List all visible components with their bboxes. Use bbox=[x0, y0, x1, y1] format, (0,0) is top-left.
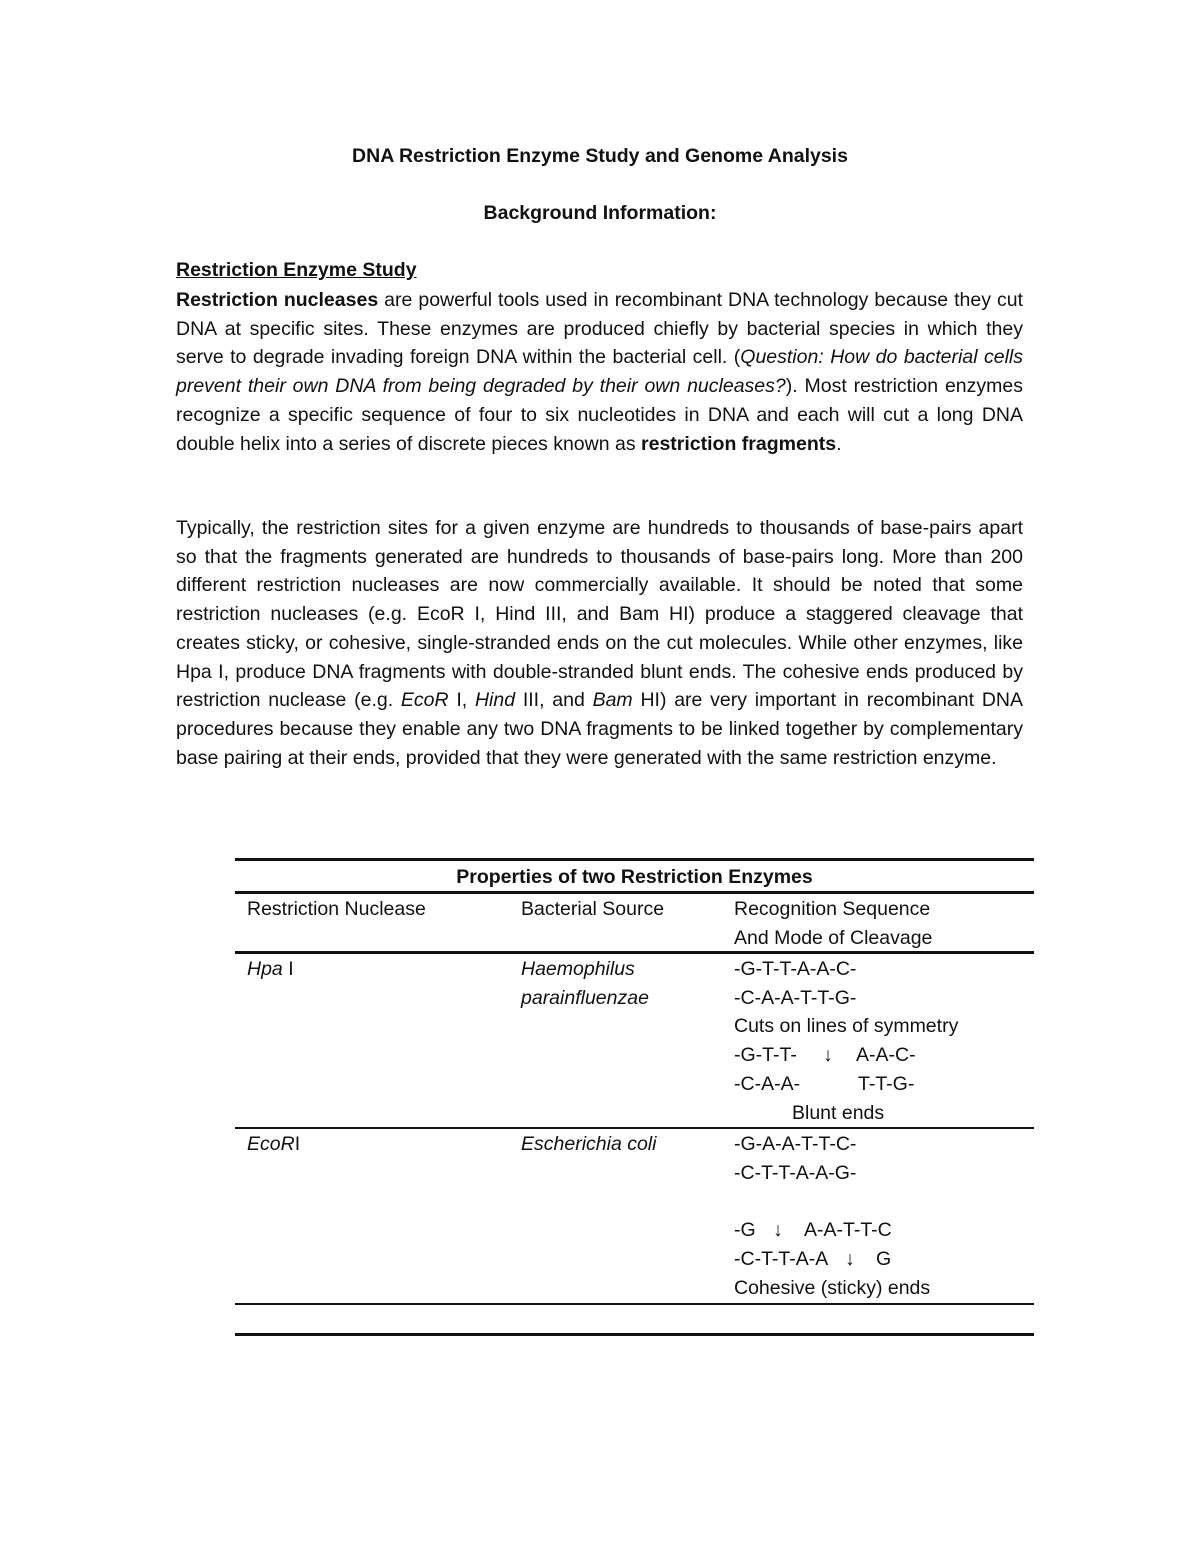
header-recognition-sequence bbox=[734, 895, 932, 952]
ecori-seq-bottom: -C-T-T-A-A-G- bbox=[734, 1161, 857, 1184]
row-ecori-source: Escherichia coli bbox=[521, 1133, 657, 1155]
row-hpa-source bbox=[521, 955, 649, 1012]
header-col3-line1: Recognition Sequence bbox=[734, 898, 931, 920]
header-restriction-nuclease: Restriction Nuclease bbox=[247, 898, 426, 920]
ecori-cut-bottom-right: G bbox=[876, 1247, 892, 1270]
hpa-cut-bottom bbox=[734, 1070, 958, 1099]
row-ecori-enzyme bbox=[247, 1130, 300, 1159]
row1-rule bbox=[235, 1127, 1034, 1129]
paragraph2-text-b: HI) are very important in recombinant DNA procedures because they enable any two DNA fragments to be linked together by complementary base pairing at their ends, provided that they were generated with the same restriction enzyme. bbox=[176, 689, 1023, 769]
section-heading: Restriction Enzyme Study bbox=[176, 259, 417, 281]
down-arrow-icon: ↓ bbox=[773, 1219, 783, 1242]
hpa-italic: Hpa bbox=[247, 958, 283, 980]
ecori-cut-top-right: A-A-T-T-C bbox=[804, 1219, 892, 1242]
bold-term: Restriction nucleases bbox=[176, 289, 379, 311]
ecori-cut-top-left: -G bbox=[734, 1219, 756, 1242]
background-heading: Background Information: bbox=[483, 202, 717, 224]
table-bottom-rule bbox=[235, 1333, 1034, 1336]
paragraph1-text-a: are powerful tools used in recombinant DNA technology because they cut DNA at specific sites. These enzymes are produced chiefly by bacterial species in which they serve to degrade invading foreign DNA within the bacterial cell. ( bbox=[176, 289, 1023, 369]
row-hpa-sequence bbox=[734, 955, 958, 1127]
paragraph1-text-b: ). Most restriction enzymes recognize a specific sequence of four to six nucleotides in DNA and each will cut a long DNA double helix into a series of discrete pieces known as bbox=[176, 375, 1023, 455]
hpa-seq-bottom: -C-A-A-T-T-G- bbox=[734, 986, 857, 1009]
bam-italic: Bam bbox=[592, 689, 633, 712]
hpa-cut-top bbox=[734, 1041, 958, 1070]
bold-restriction-fragments: restriction fragments bbox=[641, 432, 837, 455]
row2-rule bbox=[235, 1303, 1034, 1305]
row-ecori-sequence bbox=[734, 1130, 930, 1302]
hpa-source-line2: parainfluenzae bbox=[521, 986, 649, 1009]
down-arrow-icon: ↓ bbox=[823, 1044, 833, 1067]
header-rule bbox=[235, 951, 1034, 954]
ecori-rest: I bbox=[294, 1133, 301, 1155]
ecori-seq-top: -G-A-A-T-T-C- bbox=[734, 1133, 857, 1155]
hpa-cut-note: Cuts on lines of symmetry bbox=[734, 1015, 959, 1038]
ecori-cut-bottom-left: -C-T-T-A-A bbox=[734, 1247, 829, 1270]
hind-italic: Hind bbox=[474, 689, 516, 712]
paragraph-restriction-sites bbox=[176, 514, 1023, 772]
hpa-ends: Blunt ends bbox=[792, 1101, 885, 1124]
question-text: Question: How do bacterial cells prevent their own DNA from being degraded by their own nucleases? bbox=[176, 346, 1023, 398]
ecori-italic: EcoR bbox=[247, 1133, 295, 1155]
ecori-blank-line bbox=[734, 1187, 930, 1216]
header-bacterial-source: Bacterial Source bbox=[521, 898, 665, 920]
hpa-seq-top: -G-T-T-A-A-C- bbox=[734, 958, 857, 980]
ecor-italic: EcoR bbox=[400, 689, 449, 712]
hpa-source-line1: Haemophilus bbox=[521, 958, 635, 980]
hind-rest: III, and bbox=[515, 689, 593, 712]
ecori-ends: Cohesive (sticky) ends bbox=[734, 1276, 931, 1299]
table-caption: Properties of two Restriction Enzymes bbox=[456, 866, 813, 888]
hpa-cut-top-left: -G-T-T- bbox=[734, 1044, 797, 1067]
paragraph2-text-a: Typically, the restriction sites for a given enzyme are hundreds to thousands of base-pairs apart so that the fragments generated are hundreds to thousands of base-pairs long. More than 200 different restriction nucleases are now commercially available. It should be noted that some restriction nucleases (e.g. EcoR I, Hind III, and Bam HI) produce a staggered cleavage that creates sticky, or cohesive, single-stranded ends on the cut molecules. While other enzymes, like Hpa I, produce DNA fragments with double-stranded blunt ends. The cohesive ends produced by restriction nuclease (e.g. bbox=[176, 517, 1023, 712]
hpa-cut-top-right: A-A-C- bbox=[856, 1044, 916, 1067]
hpa-rest: I bbox=[282, 958, 294, 980]
document-title: DNA Restriction Enzyme Study and Genome Analysis bbox=[352, 145, 848, 167]
row-hpa-enzyme bbox=[247, 955, 294, 984]
ecor-rest: I, bbox=[448, 689, 475, 712]
down-arrow-icon: ↓ bbox=[845, 1247, 855, 1270]
ecori-cut-top bbox=[734, 1216, 930, 1245]
table-top-rule bbox=[235, 858, 1034, 861]
hpa-cut-bottom-left: -C-A-A- bbox=[734, 1072, 801, 1095]
paragraph1-period: . bbox=[836, 432, 842, 455]
ecori-cut-bottom bbox=[734, 1245, 930, 1274]
header-col3-line2: And Mode of Cleavage bbox=[734, 926, 933, 949]
hpa-cut-bottom-right: T-T-G- bbox=[858, 1072, 915, 1095]
caption-rule bbox=[235, 891, 1034, 894]
paragraph-restriction-nucleases bbox=[176, 286, 1023, 458]
